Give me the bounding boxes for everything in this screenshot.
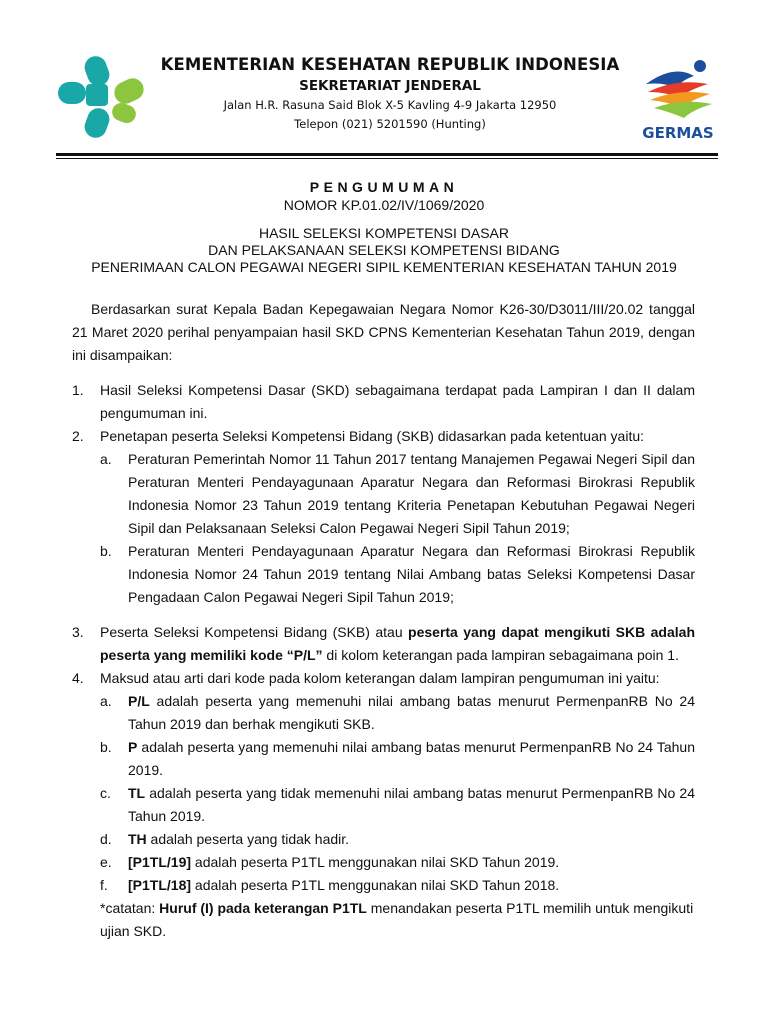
item-text-pre: Peserta Seleksi Kompetensi Bidang (SKB) atau [100,624,409,640]
kemenkes-logo-icon [56,54,148,140]
intro-paragraph: Berdasarkan surat Kepala Badan Kepegawaian Negara Nomor K26-30/D3011/III/20.02 tanggal 21 Maret 2020 perihal penyampaian hasil SKD CPNS Kementerian Kesehatan Tahun 2019, dengan ini disampaikan: [72,301,695,363]
ministry-name: KEMENTERIAN KESEHATAN REPUBLIK INDONESIA [160,55,620,74]
sub-list-item [72,690,695,736]
sub-item-text: adalah peserta yang memenuhi nilai ambang batas menurut PermenpanRB No 24 Tahun 2019. [128,739,695,778]
sub-list-item [72,736,695,782]
note-bold: Huruf (I) pada keterangan P1TL [159,900,367,916]
list-item [72,425,695,448]
sub-item-letter: c. [100,785,111,801]
sub-item-letter: b. [100,543,112,559]
secretariat-name: SEKRETARIAT JENDERAL [299,78,481,94]
item-number: 1. [72,382,84,398]
germas-label: GERMAS [642,124,714,142]
sub-list-item [72,448,695,540]
code-label: TL [128,785,146,801]
code-label: [P1TL/19] [128,854,192,870]
letterhead-text [150,54,630,134]
code-label: P/L [128,693,150,709]
item-text-bold: peserta yang dapat mengikuti SKB adalah peserta yang memiliki kode “P/L” [100,624,695,663]
sub-item-letter: f. [100,877,108,893]
sub-item-letter: e. [100,854,112,870]
list-item [72,621,695,667]
sub-item-text: adalah peserta yang memenuhi nilai ambang batas menurut PermenpanRB No 24 Tahun 2019 dan berhak mengikuti SKB. [128,693,695,732]
heading-line: DAN PELAKSANAAN SELEKSI KOMPETENSI BIDANG [208,242,560,258]
announcement-body [72,298,695,943]
office-phone: Telepon (021) 5201590 (Hunting) [294,117,486,131]
sub-item-text: Peraturan Menteri Pendayagunaan Aparatur Negara dan Reformasi Birokrasi Republik Indonesia Nomor 24 Tahun 2019 tentang Nilai Ambang batas Seleksi Kompetensi Dasar Pengadaan Calon Pegawai Negeri Sipil Tahun 2019; [128,543,695,605]
letterhead [0,0,768,160]
list-item [72,667,695,690]
sub-list-item [72,874,695,897]
code-label: TH [128,831,147,847]
sub-item-letter: a. [100,451,112,467]
item-text: Penetapan peserta Seleksi Kompetensi Bidang (SKB) didasarkan pada ketentuan yaitu: [100,428,645,444]
note [72,897,695,943]
item-text: Maksud atau arti dari kode pada kolom keterangan dalam lampiran pengumuman ini yaitu: [100,670,660,686]
note-post: menandakan peserta P1TL memilih untuk mengikuti ujian SKD. [100,900,694,939]
sub-item-text: adalah peserta P1TL menggunakan nilai SKD Tahun 2019. [191,854,560,870]
sub-item-text: adalah peserta yang tidak hadir. [146,831,350,847]
sub-list-item [72,851,695,874]
sub-list-item [72,828,695,851]
sub-item-letter: a. [100,693,112,709]
item-number: 3. [72,624,84,640]
announcement-titles [0,178,768,276]
announcement-number: NOMOR KP.01.02/IV/1069/2020 [283,197,485,213]
sub-list-item [72,540,695,609]
announcement-title: PENGUMUMAN [309,179,459,195]
list-item [72,379,695,425]
item-number: 4. [72,670,84,686]
note-pre: *catatan: [100,900,160,916]
sub-list-item [72,782,695,828]
item-number: 2. [72,428,84,444]
item-text: Hasil Seleksi Kompetensi Dasar (SKD) sebagaimana terdapat pada Lampiran I dan II dalam pengumuman ini. [100,382,695,421]
sub-item-text: adalah peserta yang tidak memenuhi nilai ambang batas menurut PermenpanRB No 24 Tahun 2019. [128,785,695,824]
code-label: P [128,739,138,755]
sub-item-letter: d. [100,831,112,847]
office-address: Jalan H.R. Rasuna Said Blok X-5 Kavling 4-9 Jakarta 12950 [223,98,557,112]
code-label: [P1TL/18] [128,877,192,893]
sub-item-text: Peraturan Pemerintah Nomor 11 Tahun 2017 tentang Manajemen Pegawai Negeri Sipil dan Peraturan Menteri Pendayagunaan Aparatur Negara dan Reformasi Birokrasi Republik Indonesia Nomor 23 Tahun 2019 tentang Kriteria Penetapan Kebutuhan Pegawai Negeri Sipil dan Pelaksanaan Seleksi Calon Pegawai Negeri Sipil Tahun 2019; [128,451,695,536]
sub-item-text: adalah peserta P1TL menggunakan nilai SKD Tahun 2018. [191,877,560,893]
heading-line: HASIL SELEKSI KOMPETENSI DASAR [258,225,509,241]
letterhead-rule-thick [56,153,718,156]
letterhead-rule-thin [56,158,718,159]
heading-line: PENERIMAAN CALON PEGAWAI NEGERI SIPIL KEMENTERIAN KESEHATAN TAHUN 2019 [91,259,677,275]
sub-item-letter: b. [100,739,112,755]
announcement-heading [0,225,768,276]
item-text-post: di kolom keterangan pada lampiran sebagaimana poin 1. [322,647,679,663]
